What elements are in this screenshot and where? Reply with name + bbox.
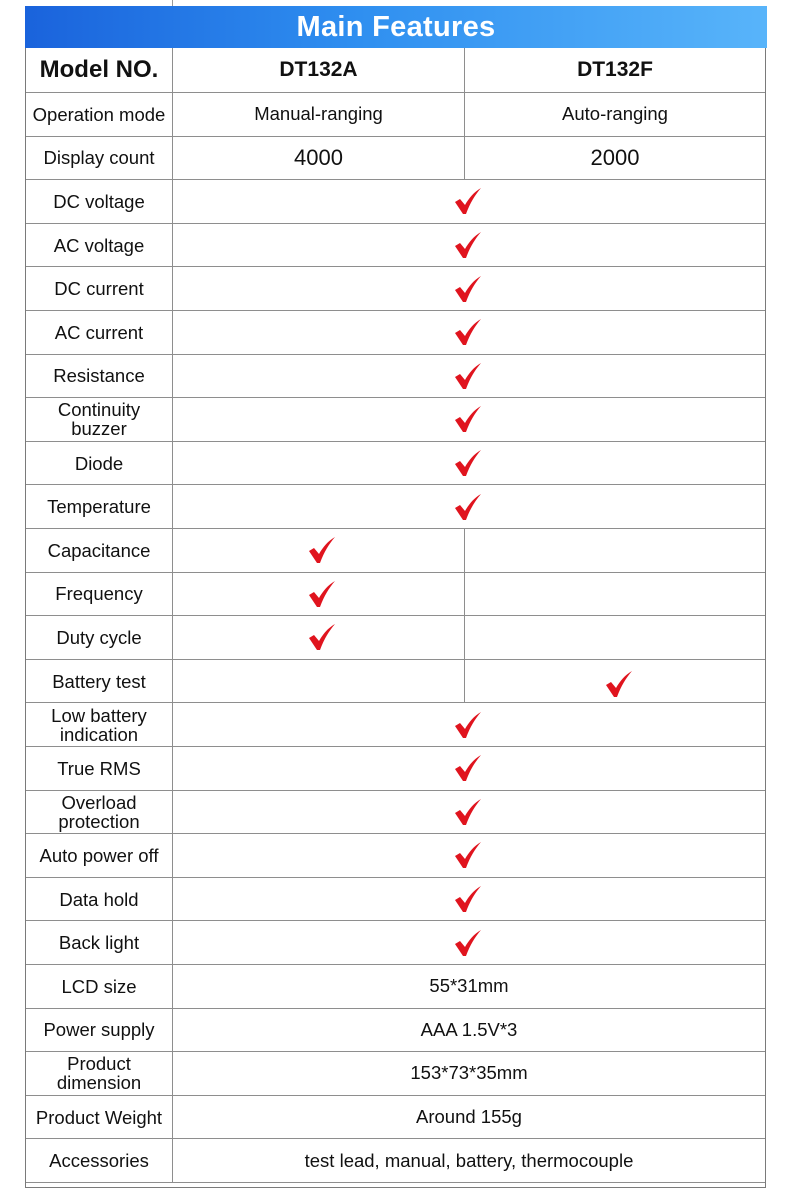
checkmark-icon	[453, 275, 483, 303]
dt132f-value-cell	[465, 93, 765, 136]
both-models-cell	[173, 398, 765, 441]
table-row	[26, 660, 765, 704]
dt132f-check-cell	[465, 573, 765, 616]
feature-label: Data hold	[59, 888, 139, 910]
dt132f-value: 2000	[590, 144, 640, 170]
feature-label: Back light	[58, 932, 140, 954]
feature-label: Product Weight	[35, 1106, 163, 1128]
both-models-cell	[173, 834, 765, 877]
dt132a-value: 4000	[294, 144, 343, 170]
both-models-cell	[173, 311, 765, 354]
both-models-cell	[173, 703, 765, 746]
dt132a-check-cell	[173, 529, 465, 572]
spec-value-cell	[173, 1139, 765, 1182]
both-models-cell	[173, 442, 765, 485]
dt132a-value-cell	[173, 93, 465, 136]
feature-label-cell	[26, 224, 173, 267]
table-row	[26, 834, 765, 878]
feature-label: Accessories	[49, 1150, 149, 1172]
checkmark-icon	[453, 405, 483, 433]
table-row	[26, 573, 765, 617]
feature-label-cell	[26, 529, 173, 572]
both-models-cell	[173, 180, 765, 223]
feature-label: Low battery indication	[51, 704, 147, 745]
table-row	[26, 180, 765, 224]
feature-label-cell	[26, 747, 173, 790]
dt132f-check-cell	[465, 529, 765, 572]
feature-label-cell	[26, 398, 173, 441]
feature-label-cell	[26, 137, 173, 180]
dt132a-check-cell	[173, 660, 465, 703]
spec-value-cell	[173, 965, 765, 1008]
model-no-heading: Model NO.	[39, 56, 159, 83]
title-banner	[25, 6, 767, 48]
spec-value: Around 155g	[416, 1106, 522, 1128]
spec-value: 55*31mm	[429, 975, 509, 997]
model-dt132a-heading: DT132A	[279, 58, 358, 81]
header-model-a-cell	[173, 48, 465, 92]
feature-label-cell	[26, 616, 173, 659]
checkmark-icon	[307, 536, 337, 564]
table-row	[26, 1052, 765, 1096]
features-table	[25, 48, 766, 1188]
feature-label-cell	[26, 660, 173, 703]
checkmark-icon	[453, 187, 483, 215]
table-row	[26, 921, 765, 965]
table-row	[26, 965, 765, 1009]
feature-label-cell	[26, 921, 173, 964]
checkmark-icon	[453, 711, 483, 739]
feature-label-cell	[26, 267, 173, 310]
feature-label: DC current	[54, 278, 144, 300]
table-row	[26, 703, 765, 747]
table-row	[26, 1009, 765, 1053]
table-row	[26, 747, 765, 791]
table-row	[26, 529, 765, 573]
feature-label-cell	[26, 442, 173, 485]
checkmark-icon	[453, 798, 483, 826]
spec-value: test lead, manual, battery, thermocouple	[304, 1149, 634, 1171]
checkmark-icon	[604, 670, 634, 698]
feature-label: Diode	[74, 452, 124, 474]
feature-label: Frequency	[55, 583, 143, 605]
dt132f-value-cell	[465, 137, 765, 180]
dt132a-check-cell	[173, 616, 465, 659]
feature-label-cell	[26, 180, 173, 223]
feature-label-cell	[26, 355, 173, 398]
feature-label: Battery test	[52, 670, 146, 692]
spec-value: 153*73*35mm	[410, 1062, 528, 1084]
checkmark-icon	[307, 623, 337, 651]
table-row	[26, 878, 765, 922]
header-model-f-cell	[465, 48, 765, 92]
feature-label: Capacitance	[47, 539, 151, 561]
page-title: Main Features	[296, 10, 496, 43]
feature-label-cell	[26, 1009, 173, 1052]
both-models-cell	[173, 267, 765, 310]
spec-value-cell	[173, 1096, 765, 1139]
table-row	[26, 791, 765, 835]
feature-label: Continuity buzzer	[57, 399, 141, 440]
table-row	[26, 137, 765, 181]
spec-value-cell	[173, 1009, 765, 1052]
checkmark-icon	[453, 493, 483, 521]
both-models-cell	[173, 224, 765, 267]
model-dt132f-heading: DT132F	[577, 58, 653, 81]
table-row	[26, 1139, 765, 1183]
dt132a-value: Manual-ranging	[254, 103, 383, 125]
feature-label: DC voltage	[53, 190, 145, 212]
checkmark-icon	[453, 929, 483, 957]
feature-label-cell	[26, 573, 173, 616]
feature-label: LCD size	[61, 975, 137, 997]
feature-label-cell	[26, 1096, 173, 1139]
checkmark-icon	[453, 885, 483, 913]
feature-label-cell	[26, 93, 173, 136]
table-row	[26, 398, 765, 442]
spec-value: AAA 1.5V*3	[420, 1018, 518, 1040]
table-row	[26, 485, 765, 529]
feature-label: Auto power off	[39, 844, 159, 866]
feature-label-cell	[26, 791, 173, 834]
feature-label-cell	[26, 1052, 173, 1095]
feature-label: Temperature	[47, 496, 151, 518]
checkmark-icon	[453, 362, 483, 390]
both-models-cell	[173, 878, 765, 921]
table-header-row	[26, 48, 765, 93]
feature-label: Product dimension	[56, 1053, 142, 1094]
header-label-cell	[26, 48, 173, 92]
table-row	[26, 311, 765, 355]
feature-label: Power supply	[43, 1019, 155, 1041]
feature-label: AC voltage	[53, 234, 145, 256]
feature-label: Overload protection	[58, 791, 140, 832]
feature-label-cell	[26, 485, 173, 528]
both-models-cell	[173, 791, 765, 834]
feature-label: True RMS	[57, 757, 141, 779]
feature-label: AC current	[54, 321, 144, 343]
table-row	[26, 93, 765, 137]
checkmark-icon	[453, 841, 483, 869]
feature-label: Operation mode	[32, 103, 166, 125]
dt132a-value-cell	[173, 137, 465, 180]
table-row	[26, 224, 765, 268]
both-models-cell	[173, 747, 765, 790]
feature-label-cell	[26, 878, 173, 921]
checkmark-icon	[307, 580, 337, 608]
feature-label: Resistance	[53, 365, 145, 387]
dt132f-value: Auto-ranging	[562, 103, 668, 125]
table-row	[26, 267, 765, 311]
checkmark-icon	[453, 754, 483, 782]
table-row	[26, 1096, 765, 1140]
feature-label-cell	[26, 311, 173, 354]
feature-label-cell	[26, 965, 173, 1008]
both-models-cell	[173, 485, 765, 528]
feature-label: Display count	[43, 147, 155, 169]
dt132f-check-cell	[465, 660, 765, 703]
both-models-cell	[173, 921, 765, 964]
feature-label-cell	[26, 834, 173, 877]
feature-label: Duty cycle	[56, 626, 142, 648]
feature-label-cell	[26, 703, 173, 746]
both-models-cell	[173, 355, 765, 398]
table-row	[26, 616, 765, 660]
dt132a-check-cell	[173, 573, 465, 616]
dt132f-check-cell	[465, 616, 765, 659]
feature-label-cell	[26, 1139, 173, 1182]
table-row	[26, 355, 765, 399]
checkmark-icon	[453, 318, 483, 346]
checkmark-icon	[453, 231, 483, 259]
checkmark-icon	[453, 449, 483, 477]
table-row	[26, 442, 765, 486]
spec-value-cell	[173, 1052, 765, 1095]
